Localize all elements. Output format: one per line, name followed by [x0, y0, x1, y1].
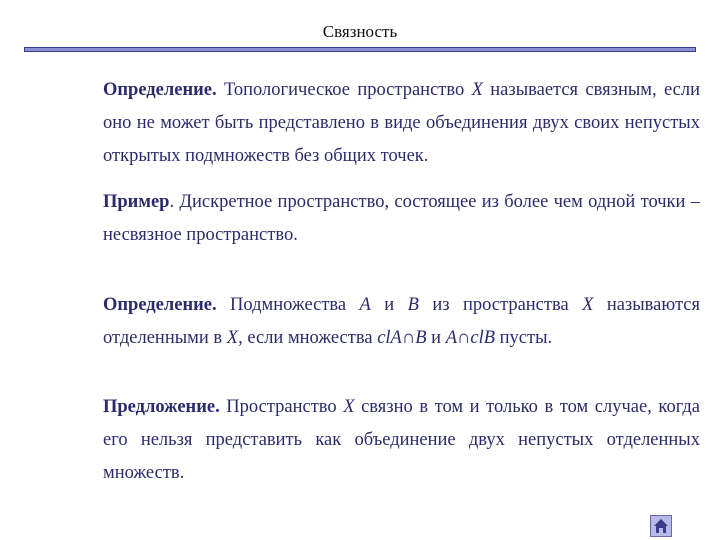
title-divider	[24, 47, 696, 52]
definition-text: и	[370, 295, 408, 315]
math-symbol: X	[343, 397, 355, 417]
definition-term: Определение.	[103, 295, 217, 315]
proposition-term: Предложение.	[103, 397, 220, 417]
intersection-symbol: ∩	[457, 328, 471, 348]
definition-text: Топологическое пространство	[216, 80, 472, 100]
intersection-symbol: ∩	[401, 328, 416, 348]
proposition-text: Пространство	[219, 397, 344, 417]
definition-connectedness	[67, 74, 700, 173]
example-term: Пример	[103, 192, 170, 212]
definition-text: и	[426, 328, 446, 348]
home-icon	[651, 516, 671, 536]
math-symbol: X	[471, 80, 483, 100]
definition-text: называются отделенными в	[103, 295, 700, 348]
math-closure-expression: clA	[377, 328, 402, 348]
definition-text: пусты.	[495, 328, 553, 348]
definition-text: Подмножества	[216, 295, 360, 315]
definition-text: , если множества	[238, 328, 378, 348]
example-discrete-space	[67, 186, 700, 252]
math-closure-expression: clB	[470, 328, 496, 348]
math-symbol: X	[582, 295, 594, 315]
proposition-connectedness	[67, 391, 700, 490]
math-symbol: B	[407, 295, 419, 315]
math-symbol: X	[226, 328, 239, 348]
definition-text: из пространства	[418, 295, 583, 315]
definition-separated-sets	[67, 289, 700, 355]
proposition-text: связно в том и только в том случае, когда его нельзя представить как объединение двух непустых отделенных множеств.	[103, 397, 700, 483]
definition-text: называется связным, если оно не может быть представлено в виде объединения двух своих непустых открытых подмножеств без общих точек.	[103, 80, 700, 166]
example-text: . Дискретное пространство, состоящее из более чем одной точки – несвязное пространство.	[103, 192, 700, 245]
home-navigation-button[interactable]	[650, 515, 672, 537]
slide-title: Связность	[322, 22, 398, 41]
definition-term: Определение.	[103, 80, 217, 100]
math-symbol: A	[359, 295, 371, 315]
math-symbol: A	[445, 328, 457, 348]
math-symbol: B	[415, 328, 427, 348]
